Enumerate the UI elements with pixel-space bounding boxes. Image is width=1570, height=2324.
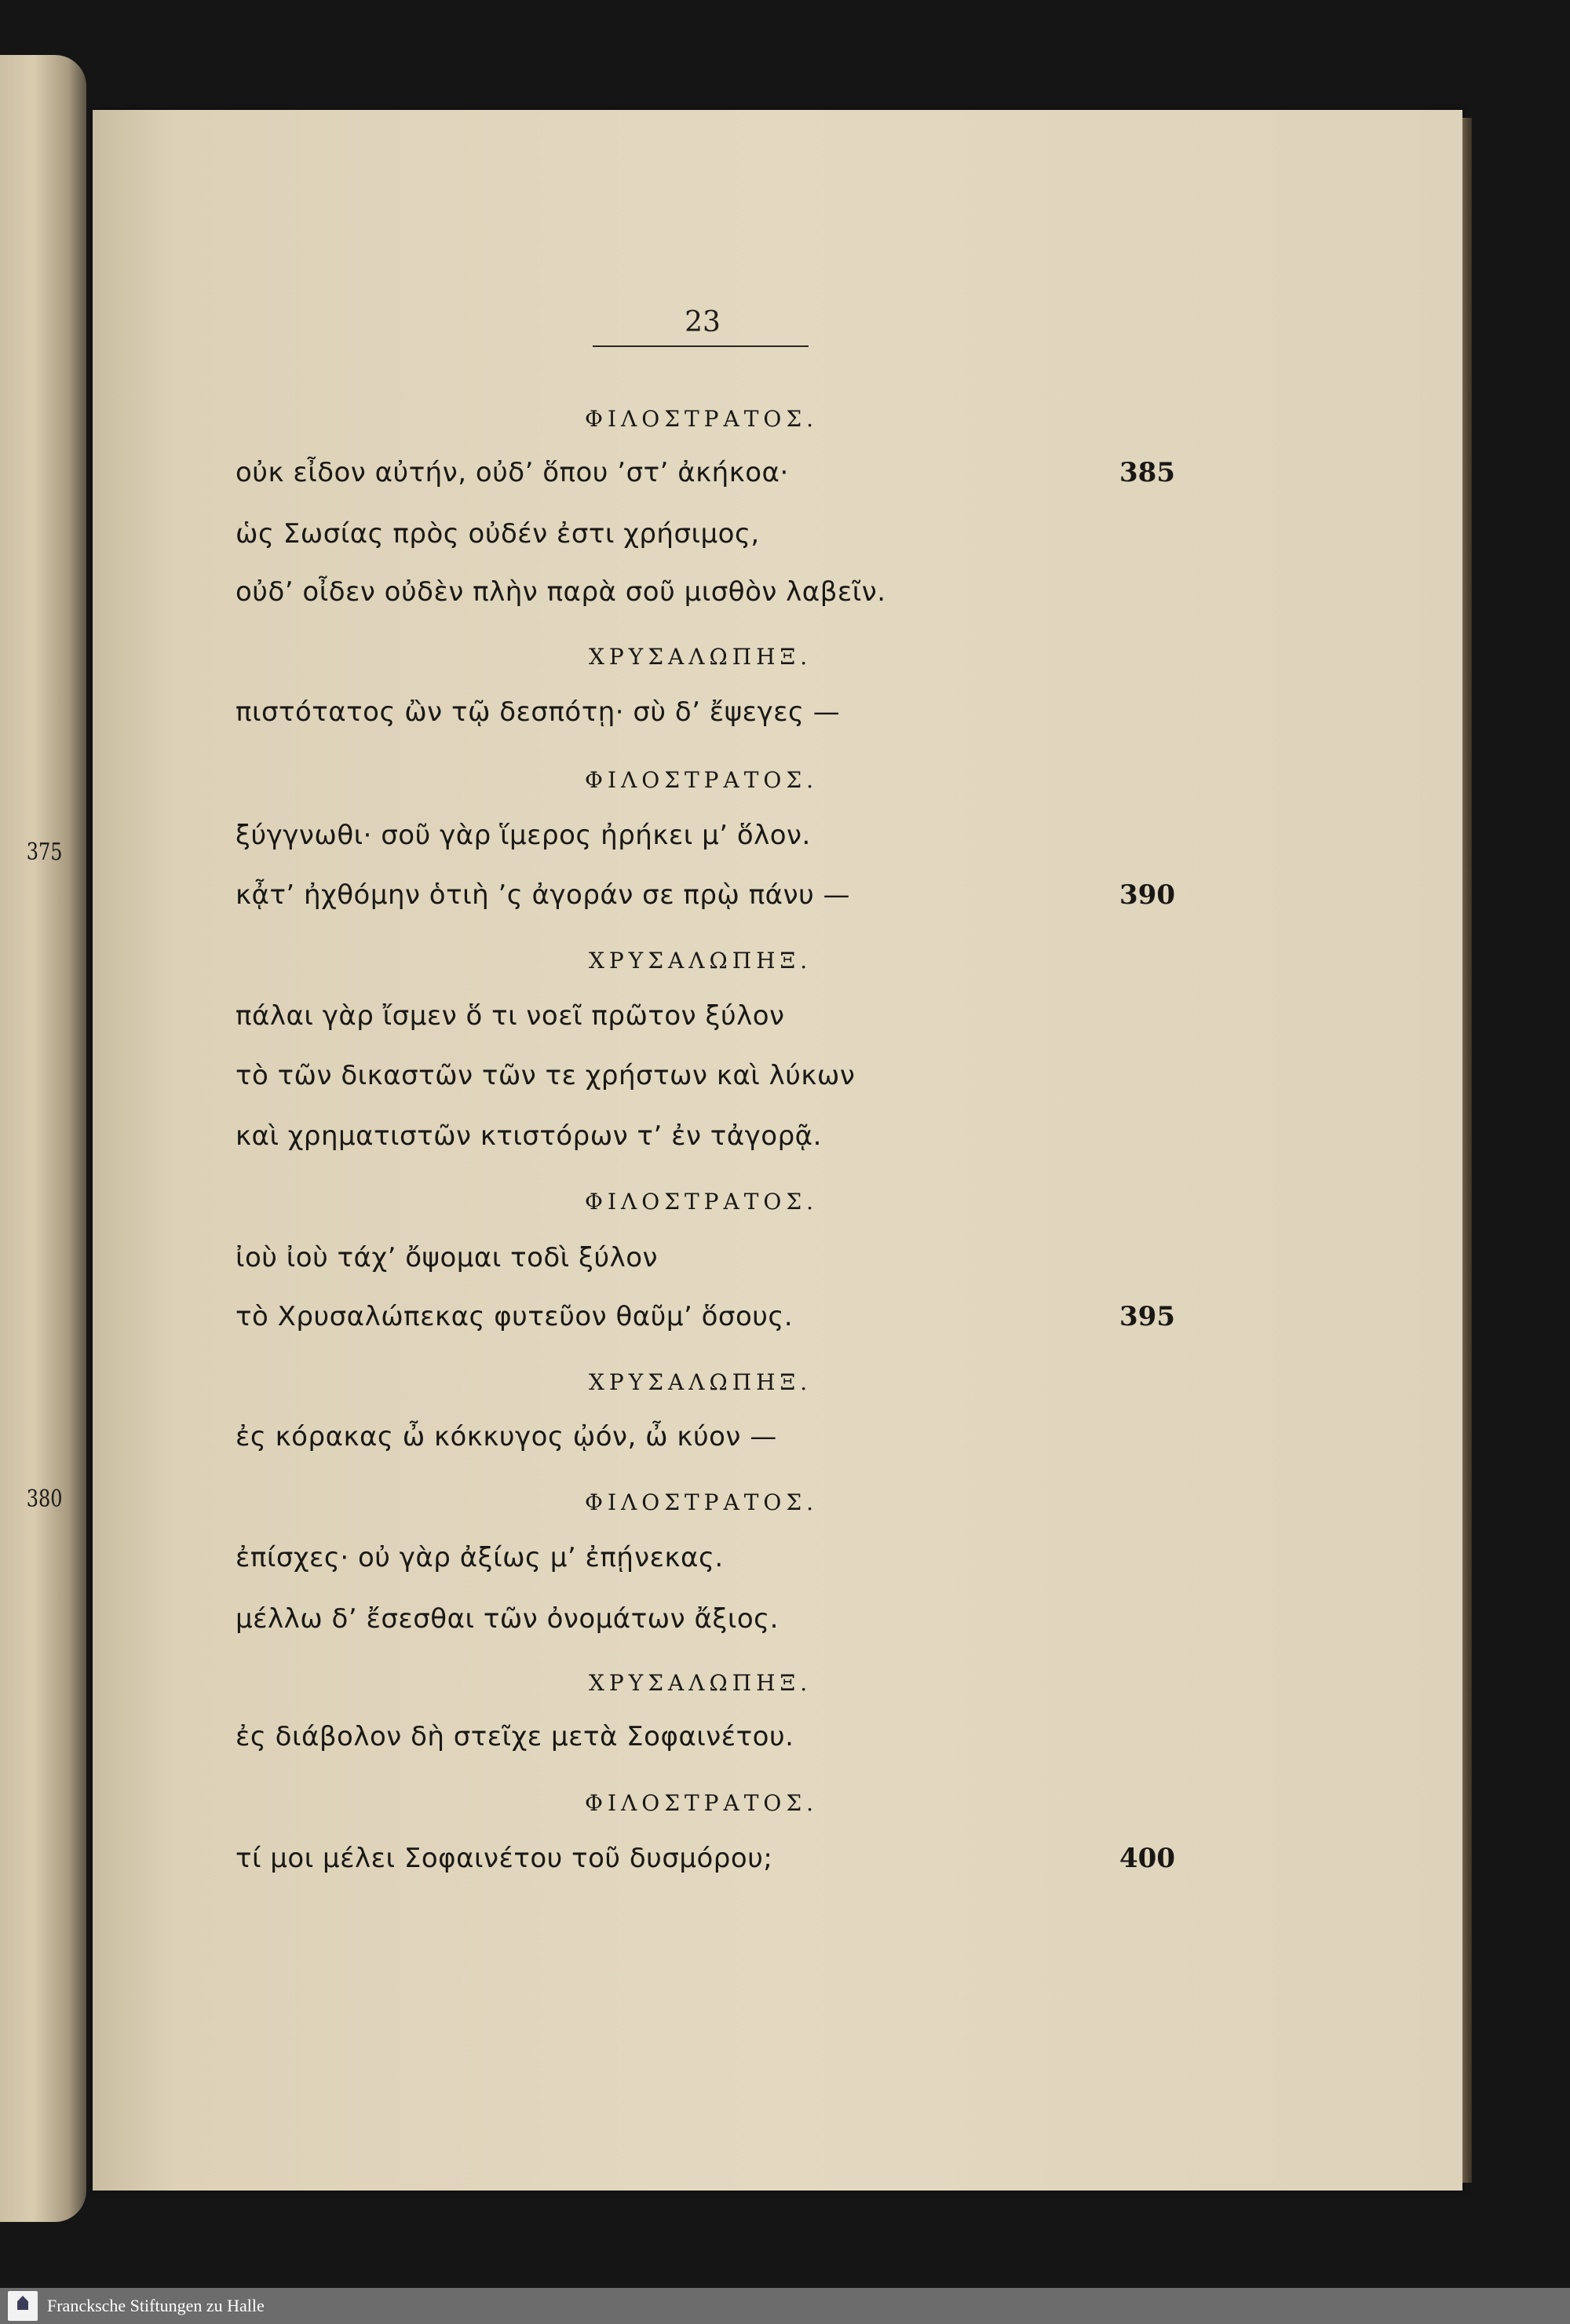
verse-number: 385 (1119, 457, 1175, 488)
speaker-name: ΦΙΛΟΣΤΡΑΤΟΣ. (585, 1790, 819, 1816)
foundation-logo-icon (8, 2291, 38, 2321)
page-number: 23 (685, 306, 721, 338)
margin-line-number: 375 (26, 839, 63, 866)
speaker-name: ΧΡΥΣΑΛΩΠΗΞ. (589, 948, 812, 974)
speaker-name: ΧΡΥΣΑΛΩΠΗΞ. (589, 1369, 812, 1395)
left-page-edge (0, 55, 86, 2222)
verse-line: τὸ Χρυσαλώπεκας φυτεῦον θαῦμ’ ὅσους. (236, 1301, 794, 1332)
verse-number: 400 (1119, 1843, 1175, 1874)
speaker-name: ΦΙΛΟΣΤΡΑΤΟΣ. (585, 406, 819, 432)
verse-line: ἰοὺ ἰοὺ τάχ’ ὄψομαι τοδὶ ξύλον (236, 1242, 659, 1273)
speaker-name: ΧΡΥΣΑΛΩΠΗΞ. (589, 1670, 812, 1696)
verse-line: ξύγγνωθι· σοῦ γὰρ ἵμερος ἠρήκει μ’ ὅλον. (236, 820, 811, 851)
speaker-name: ΦΙΛΟΣΤΡΑΤΟΣ. (585, 1489, 819, 1515)
page-stack-edge (1462, 118, 1472, 2183)
verse-line: πάλαι γὰρ ἴσμεν ὅ τι νοεῖ πρῶτον ξύλον (236, 1000, 785, 1032)
footer-credit: Francksche Stiftungen zu Halle (47, 2296, 265, 2315)
speaker-name: ΦΙΛΟΣΤΡΑΤΟΣ. (585, 1189, 819, 1215)
verse-line: ἐπίσχες· οὐ γὰρ ἀξίως μ’ ἐπῄνεκας. (236, 1542, 724, 1573)
verse-line: ἐς κόρακας ὦ κόκκυγος ᾠόν, ὦ κύον — (236, 1421, 777, 1452)
verse-line: καὶ χρηματιστῶν κτιστόρων τ’ ἐν τἀγορᾷ. (236, 1120, 822, 1152)
verse-line: οὐδ’ οἶδεν οὐδὲν πλὴν παρὰ σοῦ μισθὸν λαβεῖν. (236, 576, 886, 608)
speaker-name: ΦΙΛΟΣΤΡΑΤΟΣ. (585, 767, 819, 793)
verse-line: οὐκ εἶδον αὐτήν, οὐδ’ ὅπου ’στ’ ἀκήκοα· (236, 457, 789, 488)
header-rule (593, 345, 809, 347)
verse-number: 395 (1119, 1301, 1175, 1332)
verse-line: μέλλω δ’ ἔσεσθαι τῶν ὀνομάτων ἄξιος. (236, 1603, 779, 1635)
verse-line: τὸ τῶν δικαστῶν τῶν τε χρήστων καὶ λύκων (236, 1060, 856, 1091)
verse-line: κᾆτ’ ἠχθόμην ὁτιὴ ’ς ἀγοράν σε πρῲ πάνυ — (236, 879, 851, 911)
footer-bar (0, 2288, 1570, 2324)
verse-line: τί μοι μέλει Σοφαινέτου τοῦ δυσμόρου; (236, 1843, 773, 1874)
verse-number: 390 (1119, 879, 1175, 911)
verse-line: πιστότατος ὢν τῷ δεσπότῃ· σὺ δ’ ἔψεγες — (236, 696, 841, 728)
speaker-name: ΧΡΥΣΑΛΩΠΗΞ. (589, 644, 812, 670)
verse-line: ὡς Σωσίας πρὸς οὐδέν ἐστι χρήσιμος, (236, 518, 760, 550)
verse-line: ἐς διάβολον δὴ στεῖχε μετὰ Σοφαινέτου. (236, 1721, 794, 1752)
margin-line-number: 380 (26, 1485, 63, 1513)
